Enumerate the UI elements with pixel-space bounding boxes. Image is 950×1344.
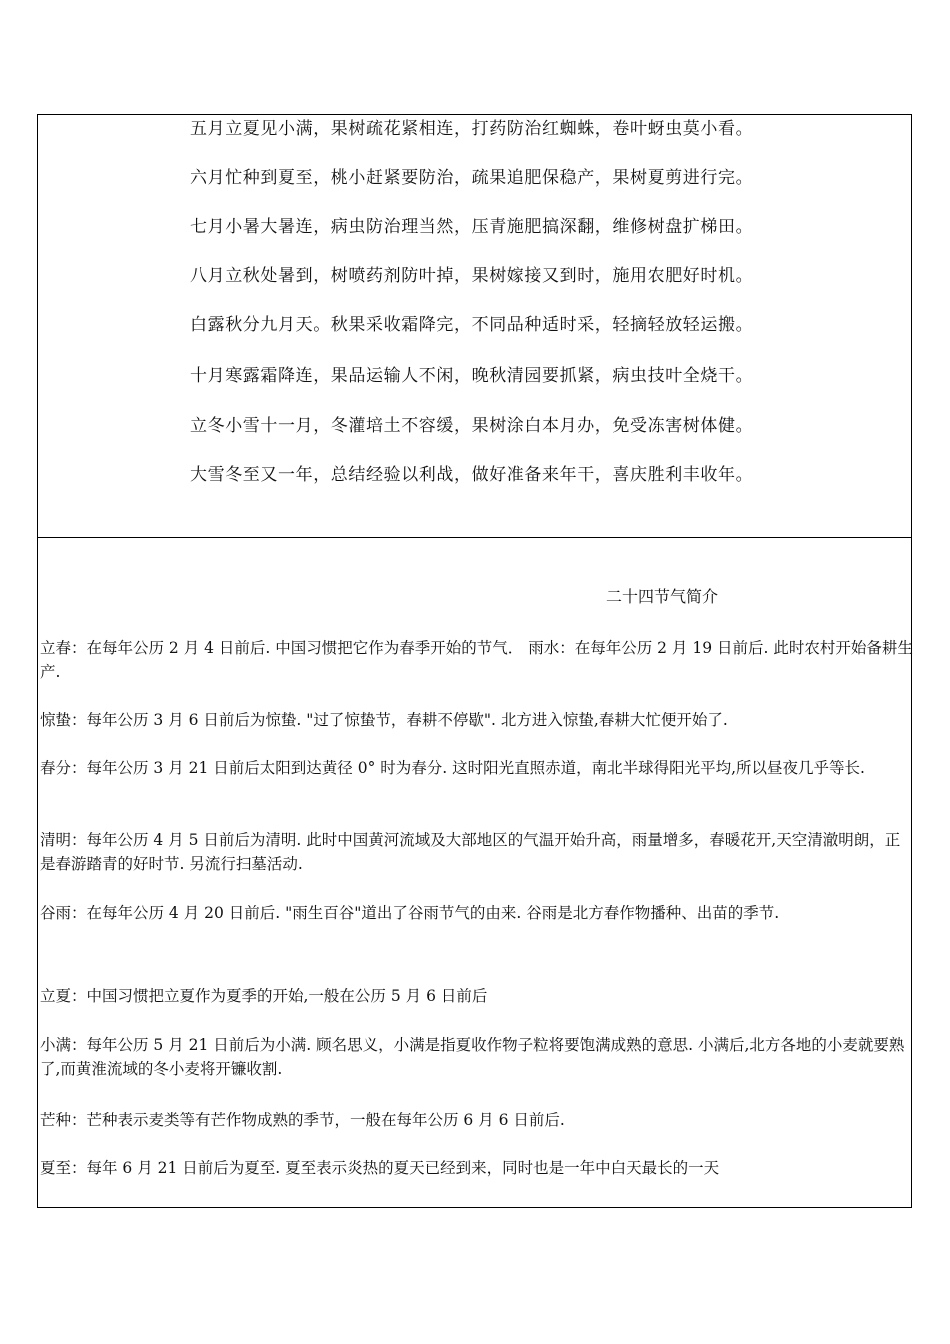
term-paragraph: 夏至：每年 6 月 21 日前后为夏至. 夏至表示炎热的夏天已经到来，同时也是一年中白天最长的一天 (40, 1159, 720, 1177)
term-paragraph: 小满：每年公历 5 月 21 日前后为小满. 顾名思义，小满是指夏收作物子粒将要饱满成熟的意思. 小满后,北方各地的小麦就要熟了,而黄淮流域的冬小麦将开镰收割. (40, 1036, 905, 1078)
term-paragraph: 春分：每年公历 3 月 21 日前后太阳到达黄径 0° 时为春分. 这时阳光直照赤道，南北半球得阳光平均,所以昼夜几乎等长. (40, 759, 865, 777)
verse-line: 八月立秋处暑到，树喷药剂防叶掉，果树嫁接又到时，施用农肥好时机。 (190, 266, 754, 286)
verse-line: 六月忙种到夏至，桃小赶紧要防治，疏果追肥保稳产，果树夏剪进行完。 (190, 168, 754, 188)
verse-cell (38, 115, 911, 538)
term-paragraph: 清明：每年公历 4 月 5 日前后为清明. 此时中国黄河流域及大部地区的气温开始升高，雨量增多，春暖花开,天空清澈明朗，正是春游踏青的好时节. 另流行扫墓活动. (40, 831, 901, 873)
solar-terms-cell (38, 538, 911, 1208)
verse-line: 七月小暑大暑连，病虫防治理当然，压青施肥搞深翻，维修树盘扩梯田。 (190, 217, 754, 237)
term-paragraph: 立春：在每年公历 2 月 4 日前后. 中国习惯把它作为春季开始的节气． 雨水：在每年公历 2 月 19 日前后. 此时农村开始备耕生产. (40, 639, 913, 681)
verse-line: 大雪冬至又一年，总结经验以利战，做好准备来年干，喜庆胜利丰收年。 (190, 465, 754, 485)
term-paragraph: 立夏：中国习惯把立夏作为夏季的开始,一般在公历 5 月 6 日前后 (40, 987, 488, 1005)
verse-line: 十月寒露霜降连，果品运输人不闲，晚秋清园要抓紧，病虫技叶全烧干。 (190, 366, 754, 386)
term-paragraph: 谷雨：在每年公历 4 月 20 日前后. "雨生百谷"道出了谷雨节气的由来. 谷雨是北方春作物播种、出苗的季节. (40, 904, 780, 922)
term-paragraph: 芒种：芒种表示麦类等有芒作物成熟的季节，一般在每年公历 6 月 6 日前后. (40, 1111, 565, 1129)
term-paragraph: 惊蛰：每年公历 3 月 6 日前后为惊蛰. "过了惊蛰节，春耕不停歇". 北方进入惊蛰,春耕大忙便开始了. (40, 711, 728, 729)
content-table (37, 114, 912, 1208)
verse-line: 白露秋分九月天。秋果采收霜降完，不同品种适时采，轻摘轻放轻运搬。 (190, 315, 754, 335)
verse-line: 立冬小雪十一月，冬灌培土不容缓，果树涂白本月办，免受冻害树体健。 (190, 416, 754, 436)
verse-line: 五月立夏见小满，果树疏花紧相连，打药防治红蜘蛛，卷叶蚜虫莫小看。 (190, 119, 754, 139)
section-title: 二十四节气简介 (606, 587, 719, 606)
